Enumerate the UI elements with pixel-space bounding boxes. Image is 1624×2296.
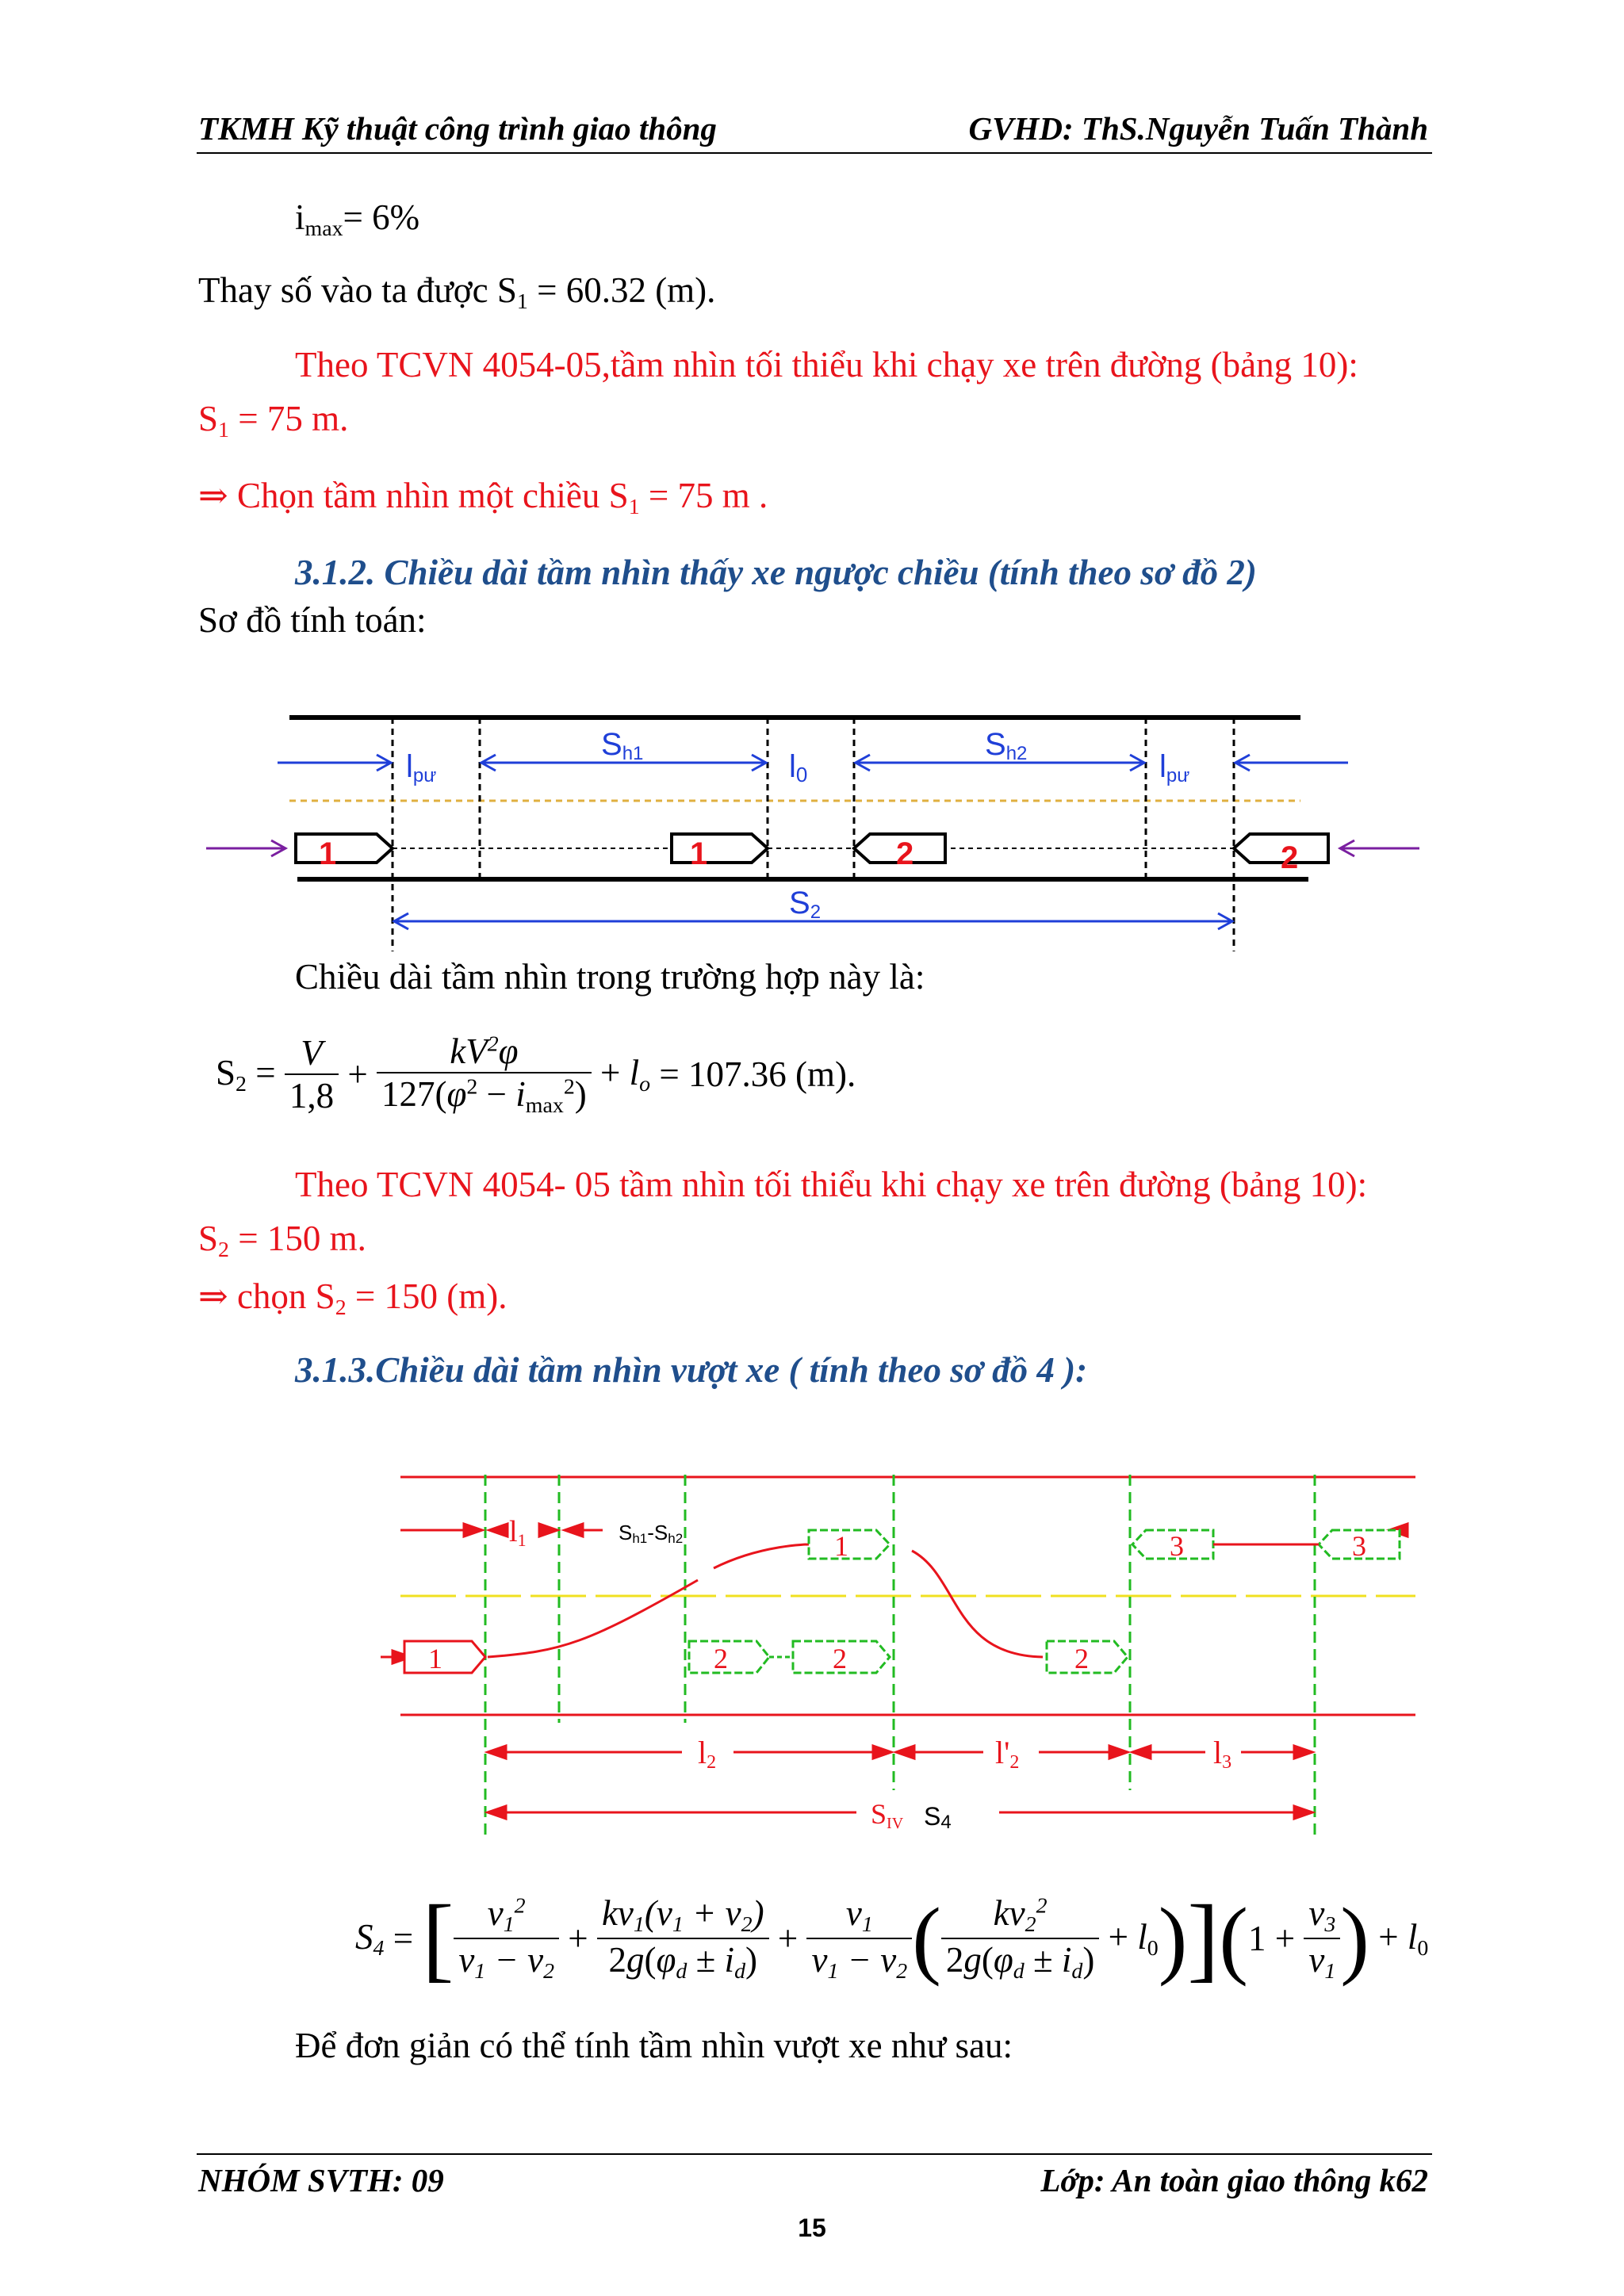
tcvn1-sub: 1 <box>218 417 229 442</box>
label-l0: l0 <box>789 749 808 786</box>
label-l2p: l'2 <box>995 1735 1020 1773</box>
frac-v1: $\frac{v_1}{v_1 - v_2}$ <box>806 1892 912 1984</box>
subst-sub: 1 <box>516 289 528 314</box>
footer-rule <box>197 2153 1432 2155</box>
car-1-left <box>296 834 393 863</box>
tcvn1-line2 <box>198 398 348 443</box>
label-s4: S4 <box>924 1802 952 1833</box>
choose1-value: = 75 m . <box>639 476 768 515</box>
tcvn2-value: = 150 m. <box>228 1219 366 1258</box>
paren2-close: ) <box>1340 1890 1369 1987</box>
subst-prefix: Thay số vào ta được S <box>198 270 517 310</box>
tcvn1-value: = 75 m. <box>228 399 349 438</box>
car2-1-pass <box>809 1530 890 1559</box>
ah-l2l <box>488 1746 506 1758</box>
tcvn2-line2: $S_2 = 150$ m. <box>198 1219 366 1262</box>
frac-kv1: $\frac{kv_1(v_1 + v_2)}{2g(\varphi_d \pm i_d)}$ <box>597 1892 769 1984</box>
paren-close: ) <box>1158 1890 1188 1987</box>
s4-formula: $S_4$ = [ $\frac{v_1^2}{v_1 - v_2}$ + $\frac{kv_1(v_1 + v_2)}{2g(\varphi_d \pm i_d)}$ + $\frac{v_1}{v_1 - v_2}$ ( $\frac{kv_2^2}{2g(\varphi_d \pm i_d)}$ + $l_0$ ) ] ( 1 + $\frac{v_3}{v_1}$ ) + $l_0$ <box>355 1885 1429 1991</box>
car2-label-3b: 3 <box>1352 1530 1366 1562</box>
s2-formula: $S_2$ = $\frac{V}{1,8}$ + $\frac{kV^2\varphi}{127(\varphi^2 - i_{max}^2)}$ + $l_o$ = 107.36 (m). <box>216 1031 856 1118</box>
header-right: GVHD: ThS.Nguyễn Tuấn Thành <box>968 110 1428 147</box>
tcvn1-s: S <box>198 399 219 438</box>
frac-v1sq: $\frac{v_1^2}{v_1 - v_2}$ <box>454 1892 559 1984</box>
diagram-overtaking <box>301 1457 1427 1846</box>
ah-s4r <box>1294 1806 1312 1819</box>
diagram-oncoming <box>198 698 1435 959</box>
ah-l2pr <box>1109 1746 1128 1758</box>
bracket-open: [ <box>422 1885 454 1991</box>
choose2-line: ⇒ chọn $S_2 = 150$ (m). <box>198 1276 508 1320</box>
page-number: 15 <box>798 2214 826 2242</box>
heading-313: 3.1.3.Chiều dài tầm nhìn vượt xe ( tính theo sơ đồ 4 ): <box>295 1350 1088 1390</box>
car-1-mid <box>672 834 768 863</box>
substitution-line <box>198 270 715 315</box>
frac-v3v1: $\frac{v_3}{v_1}$ <box>1304 1892 1340 1984</box>
overtake-path-a <box>488 1580 698 1657</box>
bracket-close: ] <box>1187 1885 1220 1991</box>
choose2-text: ⇒ chọn S <box>198 1276 335 1316</box>
ah-l3l <box>1132 1746 1151 1758</box>
label-l1: l1 <box>509 1515 527 1550</box>
label-lpu-right: lpư <box>1159 749 1190 786</box>
paren2-open: ( <box>1219 1890 1248 1987</box>
choose1-line <box>198 474 768 520</box>
imax-value: = 6% <box>343 197 420 237</box>
header-rule <box>197 152 1432 154</box>
arrowhead-l1 <box>489 1524 508 1536</box>
imax-line <box>295 197 419 242</box>
footer-left: NHÓM SVTH: 09 <box>198 2162 444 2198</box>
ah-l2pl <box>896 1746 914 1758</box>
s2-intro: Chiều dài tầm nhìn trong trường hợp này là: <box>295 957 925 997</box>
frac-v-18: $\frac{V}{1,8}$ <box>285 1032 339 1116</box>
ah-s4l <box>488 1806 506 1819</box>
arrowhead-sh <box>565 1524 583 1536</box>
tcvn1-line1: Theo TCVN 4054-05,tầm nhìn tối thiểu khi chạy xe trên đường (bảng 10): <box>295 345 1358 385</box>
frac-kv2: $\frac{kv_2^2}{2g(\varphi_d \pm i_d)}$ <box>941 1892 1100 1984</box>
choose1-sub: 1 <box>628 494 640 519</box>
frac-kv2phi: $\frac{kV^2\varphi}{127(\varphi^2 - i_{max}^2)}$ <box>377 1031 592 1119</box>
footer-right: Lớp: An toàn giao thông k62 <box>1040 2162 1428 2198</box>
arrowhead-l1r <box>539 1524 557 1536</box>
arrowhead-in-top <box>464 1524 482 1536</box>
overtake-path-b <box>714 1544 809 1568</box>
label-lpu-left: lpư <box>406 749 437 786</box>
ah-l2r <box>873 1746 891 1758</box>
car2-2-a <box>689 1641 769 1673</box>
choose2-value: = 150 (m). <box>346 1276 508 1316</box>
label-siv: SIV <box>871 1798 904 1832</box>
car-label-1a: 1 <box>319 836 337 871</box>
imax-sub: max <box>304 216 343 241</box>
s2-lhs: $S_2$ = <box>216 1053 285 1096</box>
subst-value: = 60.32 (m). <box>527 270 716 310</box>
car-label-1b: 1 <box>690 836 708 871</box>
label-s2: S2 <box>789 886 822 923</box>
car2-label-1a: 1 <box>428 1643 442 1674</box>
simplify-text: Để đơn giản có thể tính tầm nhìn vượt xe như sau: <box>295 2026 1013 2065</box>
label-l2: l2 <box>698 1735 717 1773</box>
label-l3: l3 <box>1213 1735 1232 1773</box>
overtake-path-c <box>912 1551 1043 1657</box>
ah-l3r <box>1294 1746 1312 1758</box>
car-label-2b: 2 <box>1281 840 1299 875</box>
paren-open: ( <box>912 1890 941 1987</box>
car2-label-1b: 1 <box>834 1530 848 1562</box>
header-left: TKMH Kỹ thuật công trình giao thông <box>198 110 717 147</box>
car2-1-start <box>404 1641 485 1673</box>
car2-label-3a: 3 <box>1170 1530 1184 1562</box>
scheme-label: Sơ đồ tính toán: <box>198 600 427 640</box>
label-sh1: Sh1 <box>601 727 644 764</box>
s2-result: = 107.36 (m). <box>659 1054 856 1095</box>
car2-label-2c: 2 <box>1074 1643 1089 1674</box>
car2-label-2a: 2 <box>714 1643 728 1674</box>
label-sh1-sh2: Sh1-Sh2 <box>619 1521 684 1546</box>
choose1-text: ⇒ Chọn tầm nhìn một chiều S <box>198 476 629 515</box>
car2-label-2b: 2 <box>833 1643 847 1674</box>
tcvn2-line1: Theo TCVN 4054- 05 tầm nhìn tối thiểu khi chạy xe trên đường (bảng 10): <box>295 1165 1368 1204</box>
s4-lhs: $S_4$ <box>355 1916 385 1961</box>
car-label-2a: 2 <box>896 836 914 871</box>
heading-312: 3.1.2. Chiều dài tầm nhìn thấy xe ngược chiều (tính theo sơ đồ 2) <box>295 553 1257 592</box>
label-sh2: Sh2 <box>985 727 1028 764</box>
imax-base: i <box>295 197 305 237</box>
